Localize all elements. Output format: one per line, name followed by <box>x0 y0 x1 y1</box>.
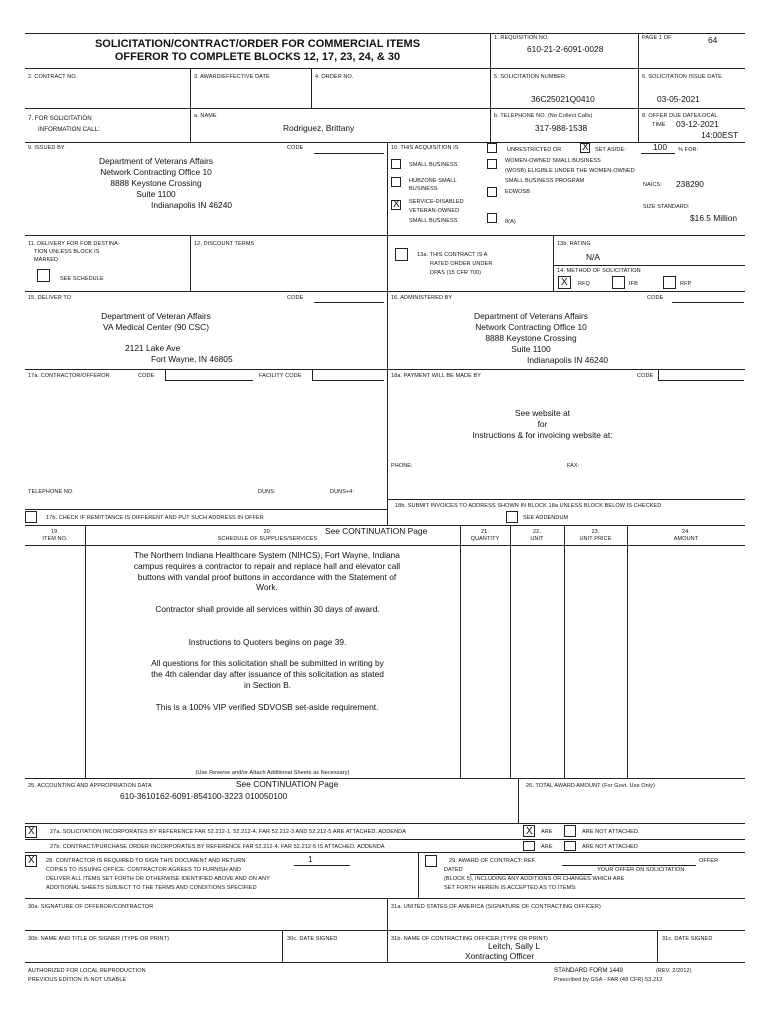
rule <box>25 369 745 370</box>
solicitation-info-label-2: INFORMATION CALL: <box>38 126 100 133</box>
rule <box>311 68 312 108</box>
small-business-checkbox[interactable] <box>391 159 401 169</box>
rated-order-label-2: RATED ORDER UNDER <box>430 261 493 267</box>
see-addendum-checkbox[interactable] <box>506 511 518 523</box>
rule <box>25 235 745 236</box>
schedule-paragraph: Instructions to Quoters begins on page 39. <box>188 637 347 647</box>
clause-27a-text: 27a. SOLICITATION INCORPORATES BY REFERENCE FAR 52.212-1, 52.212-4. FAR 52.212-3 AND 52.212-5 ARE ATTACHED. ADDENDA <box>50 829 406 835</box>
rule <box>25 291 745 292</box>
duns4-label: DUNS+4: <box>330 489 355 495</box>
reverse-note: (Use Reverse and/or Attach Additional Sheets as Necessary) <box>195 770 350 776</box>
award-date-label: 3. AWARD/EFFECTIVE DATE <box>194 74 270 80</box>
deliver-to-label: 15. DELIVER TO <box>28 295 72 301</box>
issued-by-line: Suite 1100 <box>136 189 176 199</box>
clause-27b-are-label: ARE <box>541 844 553 850</box>
name-value[interactable]: Rodriguez, Brittany <box>283 123 355 133</box>
rule <box>25 823 745 824</box>
size-standard-label: SIZE STANDARD: <box>643 204 690 210</box>
set-aside-label: SET ASIDE: <box>595 147 626 153</box>
clause-29-dated-field[interactable] <box>470 874 592 875</box>
unrestricted-checkbox[interactable] <box>487 143 497 153</box>
payment-code-field[interactable] <box>658 380 744 381</box>
ifb-checkbox[interactable] <box>612 276 625 289</box>
percent-for-label: % FOR: <box>678 147 699 153</box>
clause-28-text-3: DELIVER ALL ITEMS SET FORTH OR OTHERWISE IDENTIFIED ABOVE AND ON ANY <box>46 876 270 882</box>
naics-value[interactable]: 238290 <box>676 179 704 189</box>
requisition-value[interactable]: 610-21-2-6091-0028 <box>527 44 604 54</box>
clause-29-text-4: SET FORTH HEREIN IS ACCEPTED AS TO ITEMS: <box>444 885 577 891</box>
col-schedule-label: SCHEDULE OF SUPPLIES/SERVICES <box>217 536 318 542</box>
col-unit-label: UNIT <box>530 536 544 542</box>
rule <box>387 142 388 525</box>
rule <box>553 235 554 291</box>
rule <box>312 369 313 381</box>
col-amount-label: AMOUNT <box>673 536 699 542</box>
accounting-continuation: See CONTINUATION Page <box>236 779 339 789</box>
see-schedule-label: SEE SCHEDULE <box>60 276 104 282</box>
clause-27a-are-x-mark: X <box>526 826 533 837</box>
rule <box>25 898 745 899</box>
payment-website-line1: See website at <box>515 408 570 418</box>
eight-a-checkbox[interactable] <box>487 213 497 223</box>
set-aside-percent-field[interactable] <box>641 153 675 154</box>
payment-phone-label: PHONE: <box>391 463 413 469</box>
telephone-no-label: TELEPHONE NO. <box>28 489 74 495</box>
clause-27b-are-checkbox[interactable] <box>523 841 535 851</box>
rule <box>25 108 745 109</box>
payment-label: 18a. PAYMENT WILL BE MADE BY <box>391 373 482 379</box>
rule <box>510 525 511 778</box>
clause-29-ref-field[interactable] <box>562 865 696 866</box>
duns-label: DUNS: <box>258 489 276 495</box>
solicitation-info-label: 7. FOR SOLICITATION <box>28 115 92 122</box>
sdvosb-x-mark: X <box>393 199 400 210</box>
col-quantity-num: 21. <box>481 529 489 535</box>
small-business-label: SMALL BUSINESS <box>409 162 458 168</box>
rfq-x-mark: X <box>561 277 568 288</box>
payment-fax-label: FAX: <box>567 463 580 469</box>
rfq-label: RFQ <box>578 281 590 287</box>
payment-website-line3: Instructions & for invoicing website at: <box>472 430 613 440</box>
rfp-checkbox[interactable] <box>663 276 676 289</box>
officer-title[interactable]: Xontracting Officer <box>465 951 535 961</box>
rule <box>25 962 745 963</box>
rule <box>564 525 565 778</box>
clause-29-text: 29. AWARD OF CONTRACT: REF. <box>449 858 537 864</box>
footer-prescribed: Prescribed by GSA - FAR (48 CFR) 53.212 <box>554 977 663 983</box>
deliver-to-code-field[interactable] <box>314 302 384 303</box>
telephone-value[interactable]: 317-988-1538 <box>535 123 588 133</box>
delivery-fob-label-2: TION UNLESS BLOCK IS <box>34 249 100 255</box>
hubzone-label: HUBZONE SMALL <box>409 178 457 184</box>
col-schedule-num: 20. <box>263 529 272 535</box>
officer-name[interactable]: Leitch, Sally L <box>488 941 541 951</box>
ifb-label: IFB <box>629 281 638 287</box>
rule <box>490 108 491 142</box>
clause-28-text-4: ADDITIONAL SHEETS SUBJECT TO THE TERMS AND CONDITIONS SPECIFIED <box>46 885 257 891</box>
issue-date-label: 6. SOLICITATION ISSUE DATE <box>642 74 722 80</box>
deliver-to-line: Fort Wayne, IN 46805 <box>151 354 233 364</box>
schedule-paragraph: The Northern Indiana Healthcare System (NIHCS), Fort Wayne, Indiana campus requires a contractor to repair and replace hall and elevator call buttons with vandal proof buttons in accordance with the Statement of Work. <box>133 550 401 593</box>
form-title-line1: SOLICITATION/CONTRACT/ORDER FOR COMMERCIAL ITEMS <box>94 38 421 50</box>
sdvosb-label: SERVICE-DISABLED <box>409 199 464 205</box>
method-label: 14. METHOD OF SOLICITATION <box>557 268 641 274</box>
clause-27a-x-mark: X <box>28 826 35 837</box>
solicitation-no-label: 5. SOLICITATION NUMBER <box>494 74 566 80</box>
rule <box>387 499 745 500</box>
issued-by-code-label: CODE <box>287 145 304 151</box>
name-label: a. NAME <box>194 113 217 119</box>
offer-due-time[interactable]: 14:00EST <box>701 130 739 140</box>
offer-due-time-label: TIME <box>652 122 666 128</box>
delivery-fob-label: 11. DELIVERY FOR FOB DESTINA- <box>28 241 120 247</box>
rating-value[interactable]: N/A <box>586 252 600 262</box>
officer-name-label: 31b. NAME OF CONTRACTING OFFICER (TYPE OR PRINT) <box>391 936 548 942</box>
page-total: 64 <box>708 35 718 45</box>
offer-due-date[interactable]: 03-12-2021 <box>676 119 719 129</box>
accounting-label: 25. ACCOUNTING AND APPROPRIATION DATA <box>28 783 152 789</box>
schedule-continuation: See CONTINUATION Page <box>325 526 428 536</box>
wosb-checkbox[interactable] <box>487 159 497 169</box>
rule <box>25 33 745 34</box>
rule <box>553 265 745 266</box>
form-title-line2: OFFEROR TO COMPLETE BLOCKS 12, 17, 23, 24, & 30 <box>114 51 401 63</box>
sdvosb-label-3: SMALL BUSINESS <box>409 218 458 224</box>
order-no-label: 4. ORDER NO. <box>315 74 354 80</box>
rule <box>25 545 745 546</box>
solicitation-no[interactable]: 36C25021Q0410 <box>531 94 595 104</box>
contractor-label: 17a. CONTRACTOR/OFFEROR <box>28 373 110 379</box>
facility-code-label: FACILITY CODE <box>259 373 302 379</box>
footer-revision: (REV. 2/2012) <box>656 968 692 974</box>
rule <box>418 852 419 898</box>
clause-27a-are-not-label: ARE NOT ATTACHED. <box>582 829 640 835</box>
clause-29-text-2: . YOUR OFFER ON SOLICITATION <box>594 867 685 873</box>
administered-by-code-label: CODE <box>647 295 664 301</box>
administered-by-code-field[interactable] <box>672 302 744 303</box>
issued-by-line: 8888 Keystone Crossing <box>110 178 202 188</box>
rule <box>190 235 191 291</box>
issued-by-line: Indianapolis IN 46240 <box>151 200 233 210</box>
page-label: PAGE 1 OF <box>642 35 672 41</box>
administered-by-line: Department of Veterans Affairs <box>474 311 588 321</box>
telephone-label: b. TELEPHONE NO. (No Collect Calls) <box>494 113 593 119</box>
rule <box>165 369 166 381</box>
rated-order-checkbox[interactable] <box>395 248 408 261</box>
rule <box>460 525 461 778</box>
col-unit-price-num: 23. <box>591 529 600 535</box>
clause-28-text-2: COPIES TO ISSUING OFFICE. CONTRACTOR AGREES TO FURNISH AND <box>46 867 242 873</box>
discount-terms-label: 12. DISCOUNT TERMS <box>194 241 255 247</box>
offeror-date-label: 30c. DATE SIGNED <box>287 936 338 942</box>
signature-officer-label: 31a. UNITED STATES OF AMERICA (SIGNATURE OF CONTRACTING OFFICER) <box>391 904 601 910</box>
col-item-no-label: ITEM NO. <box>42 536 68 542</box>
rating-label: 13b. RATING <box>557 241 591 247</box>
naics-label: NAICS: <box>643 182 662 188</box>
schedule-paragraph: This is a 100% VIP verified SDVOSB set-aside requirement. <box>155 702 379 712</box>
contract-no-label: 2. CONTRACT NO. <box>28 74 78 80</box>
deliver-to-line: Department of Veteran Affairs <box>101 311 211 321</box>
footer-reproduction: AUTHORIZED FOR LOCAL REPRODUCTION <box>28 968 146 974</box>
rfp-label: RFP <box>680 281 692 287</box>
clause-27b-are-not-label: ARE NOT ATTACHED <box>582 844 638 850</box>
issue-date[interactable]: 03-05-2021 <box>657 94 700 104</box>
rule <box>25 142 745 143</box>
footer-form-name: STANDARD FORM 1449 <box>554 967 623 974</box>
rated-order-label-3: DPAS (15 CFR 700) <box>430 270 482 276</box>
deliver-to-line: VA Medical Center (90 CSC) <box>103 322 209 332</box>
clause-27a-are-not-checkbox[interactable] <box>564 825 576 837</box>
clause-29-dated: DATED <box>444 867 463 873</box>
submit-invoices-label: 18b. SUBMIT INVOICES TO ADDRESS SHOWN IN BLOCK 18a UNLESS BLOCK BELOW IS CHECKED <box>395 503 662 509</box>
administered-by-line: Network Contracting Office 10 <box>475 322 587 332</box>
rule <box>518 778 519 823</box>
acquisition-label: 10. THIS ACQUISITION IS <box>391 145 459 151</box>
rule <box>627 525 628 778</box>
rated-order-label: 13a. THIS CONTRACT IS A <box>417 252 488 258</box>
clause-27b-are-not-checkbox[interactable] <box>564 841 576 851</box>
see-addendum-label: SEE ADDENDUM <box>523 515 569 521</box>
rule <box>658 369 659 381</box>
issued-by-label: 9. ISSUED BY <box>28 145 65 151</box>
clause-28-copies-field[interactable] <box>294 865 350 866</box>
deliver-to-line: 2121 Lake Ave <box>125 343 181 353</box>
set-aside-percent[interactable]: 100 <box>653 142 667 152</box>
rule <box>25 509 387 510</box>
administered-by-line: 8888 Keystone Crossing <box>485 333 577 343</box>
payment-website-line2: for <box>537 419 548 429</box>
clause-27a-are-label: ARE <box>541 829 553 835</box>
see-schedule-checkbox[interactable] <box>37 269 50 282</box>
col-amount-num: 24. <box>682 529 690 535</box>
issued-by-line: Department of Veterans Affairs <box>99 156 213 166</box>
rule <box>282 930 283 962</box>
remittance-label: 17b. CHECK IF REMITTANCE IS DIFFERENT AND PUT SUCH ADDRESS IN OFFER <box>46 515 264 521</box>
administered-by-line: Suite 1100 <box>511 344 551 354</box>
requisition-label: 1. REQUISITION NO. <box>494 35 549 41</box>
unrestricted-label: UNRESTRICTED OR <box>507 147 562 153</box>
administered-by-label: 16. ADMINISTERED BY <box>391 295 453 301</box>
size-standard-value[interactable]: $16.5 Million <box>690 213 738 223</box>
deliver-to-code-label: CODE <box>287 295 304 301</box>
wosb-label-2: (WOSB) ELIGIBLE UNDER THE WOMEN-OWNED <box>505 168 635 174</box>
clause-28-copies[interactable]: 1 <box>308 854 313 864</box>
rule <box>25 778 745 779</box>
signature-offeror-label: 30a. SIGNATURE OF OFFEROR/CONTRACTOR <box>28 904 154 910</box>
rule <box>387 898 388 962</box>
rule <box>25 68 745 69</box>
clause-28-x-mark: X <box>28 855 35 866</box>
edwosb-label: EDWOSB <box>505 189 531 195</box>
col-unit-num: 22. <box>533 529 541 535</box>
set-aside-x-mark: X <box>582 142 589 153</box>
rule <box>638 33 639 142</box>
issued-by-line: Network Contracting Office 10 <box>100 167 212 177</box>
rule <box>490 33 491 108</box>
hubzone-label-2: BUSINESS <box>409 186 438 192</box>
rule <box>25 852 745 853</box>
schedule-paragraph: All questions for this solicitation shall be submitted in writing by the 4th calendar day after issuance of this solicitation as stated in Section B. <box>151 658 384 690</box>
clause-27b-text: 27b. CONTRACT/PURCHASE ORDER INCORPORATES BY REFERENCE FAR 52.212-4. FAR 52.212-5 IS ATTACHED. ADDENDA <box>50 844 385 850</box>
accounting-value[interactable]: 610-3610162-6091-854100-3223 010050100 <box>120 791 288 801</box>
wosb-label-3: SMALL BUSINESS PROGRAM <box>505 178 585 184</box>
sdvosb-label-2: VETERAN-OWNED <box>409 208 460 214</box>
rule <box>85 525 86 778</box>
contractor-code-label: CODE <box>138 373 155 379</box>
administered-by-line: Indianapolis IN 46240 <box>527 355 609 365</box>
wosb-label: WOMEN-OWNED SMALL BUSINESS <box>505 158 601 164</box>
issued-by-code-field[interactable] <box>314 153 384 154</box>
rule <box>25 930 745 931</box>
clause-29-checkbox[interactable] <box>425 855 437 867</box>
officer-date-label: 31c. DATE SIGNED <box>662 936 713 942</box>
total-award-label: 26. TOTAL AWARD AMOUNT (For Govt. Use Only) <box>526 783 655 789</box>
contractor-code-field[interactable] <box>165 380 253 381</box>
remittance-checkbox[interactable] <box>25 511 37 523</box>
edwosb-checkbox[interactable] <box>487 187 497 197</box>
col-item-no-num: 19. <box>51 529 59 535</box>
signer-name-label: 30b. NAME AND TITLE OF SIGNER (TYPE OR PRINT) <box>28 936 170 942</box>
hubzone-checkbox[interactable] <box>391 177 401 187</box>
footer-previous-edition: PREVIOUS EDITION IS NOT USABLE <box>28 977 127 983</box>
rule <box>25 839 745 840</box>
schedule-paragraph: Contractor shall provide all services within 30 days of award. <box>155 604 380 614</box>
eight-a-label: 8(A) <box>505 219 516 225</box>
rule <box>657 930 658 962</box>
clause-29-text-3: (BLOCK 5), INCLUDING ANY ADDITIONS OR CHANGES WHICH ARE <box>444 876 625 882</box>
facility-code-field[interactable] <box>312 380 384 381</box>
col-quantity-label: QUANTITY <box>470 536 500 542</box>
offer-due-label: 8. OFFER DUE DATE/LOCAL <box>642 113 718 119</box>
col-unit-price-label: UNIT PRICE <box>579 536 612 542</box>
payment-code-label: CODE <box>637 373 654 379</box>
rule <box>190 68 191 142</box>
delivery-fob-label-3: MARKED <box>34 257 59 263</box>
clause-28-text: 28. CONTRACTOR IS REQUIRED TO SIGN THIS DOCUMENT AND RETURN <box>46 858 246 864</box>
clause-29-offer: OFFER <box>699 858 719 864</box>
